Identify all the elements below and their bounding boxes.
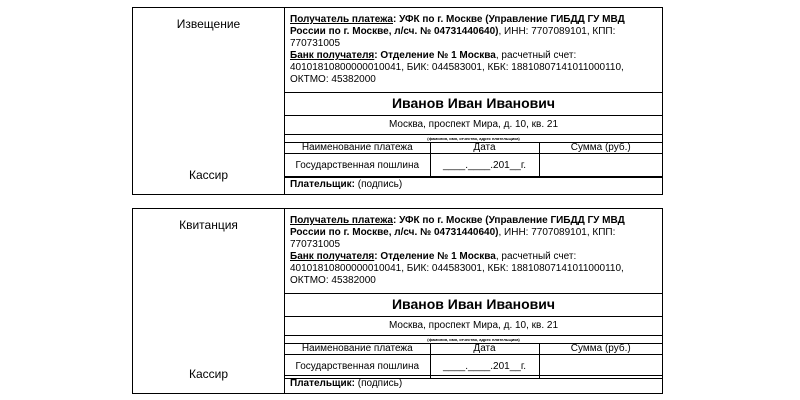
receipt-details <box>285 209 662 393</box>
payer-address: Москва, проспект Мира, д. 10, кв. 21 <box>388 119 559 130</box>
bank-value: : Отделение № 1 Москва <box>374 251 496 262</box>
payer-signature-row <box>290 378 662 390</box>
recipient-value: : УФК по г. Москве (Управление ГИБДД ГУ МВД России по г. Москве, л/сч. № 04731440640) <box>290 215 625 238</box>
recipient-label: Получатель платежа <box>290 14 393 25</box>
bank-tail: , расчетный счет: 40101810800000010041, БИК: 044583001, КБК: 18810807141011000110, ОКТМО: 45382000 <box>290 50 624 85</box>
recipient-block <box>290 215 658 287</box>
payment-date-cell: ____.____.201__г. <box>430 154 539 178</box>
payer-name: Иванов Иван Иванович <box>285 293 662 317</box>
col-date: Дата <box>430 143 539 154</box>
col-sum: Сумма (руб.) <box>539 344 662 355</box>
bank-label: Банк получателя <box>290 251 375 262</box>
col-payment-name: Наименование платежа <box>285 344 430 355</box>
recipient-label: Получатель платежа <box>290 215 393 226</box>
payer-label: Плательщик: <box>290 378 355 389</box>
recipient-tail: , ИНН: 7707089101, КПП: 770731005 <box>290 227 616 250</box>
col-sum: Сумма (руб.) <box>539 143 662 154</box>
col-date: Дата <box>430 344 539 355</box>
payment-sum-cell <box>539 154 662 178</box>
recipient-block <box>290 14 658 86</box>
cashier-label: Кассир <box>188 367 229 381</box>
payer-divider <box>285 176 662 177</box>
notice-slip <box>132 7 663 195</box>
notice-details <box>285 8 662 194</box>
notice-left-column <box>133 8 285 194</box>
slip-title: Извещение <box>176 17 241 31</box>
recipient-value: : УФК по г. Москве (Управление ГИБДД ГУ МВД России по г. Москве, л/сч. № 04731440640) <box>290 14 625 37</box>
payer-divider <box>285 375 662 376</box>
table-row <box>285 154 662 178</box>
col-payment-name: Наименование платежа <box>285 143 430 154</box>
table-header-row <box>285 143 662 154</box>
table-header-row <box>285 344 662 355</box>
receipt-slip <box>132 208 663 394</box>
payer-sign: (подпись) <box>354 378 403 389</box>
slip-title: Квитанция <box>179 218 238 232</box>
bank-value: : Отделение № 1 Москва <box>374 50 496 61</box>
bank-label: Банк получателя <box>290 50 375 61</box>
receipt-left-column <box>133 209 285 393</box>
recipient-tail: , ИНН: 7707089101, КПП: 770731005 <box>290 26 616 49</box>
payer-name: Иванов Иван Иванович <box>285 92 662 116</box>
address-caption: (фамилия, имя, отчество, адрес плательщика) <box>285 335 662 343</box>
payer-signature-row <box>290 179 662 191</box>
payer-address: Москва, проспект Мира, д. 10, кв. 21 <box>388 320 559 331</box>
cashier-label: Кассир <box>188 168 229 182</box>
payment-table <box>285 343 662 379</box>
payer-sign: (подпись) <box>354 179 403 190</box>
payment-name-cell: Государственная пошлина <box>285 154 430 178</box>
payment-date-cell: ____.____.201__г. <box>430 355 539 379</box>
bank-tail: , расчетный счет: 40101810800000010041, БИК: 044583001, КБК: 18810807141011000110, ОКТМО: 45382000 <box>290 251 624 286</box>
address-caption: (фамилия, имя, отчество, адрес плательщика) <box>285 134 662 142</box>
payment-name-cell: Государственная пошлина <box>285 355 430 379</box>
payer-label: Плательщик: <box>290 179 355 190</box>
payment-table <box>285 142 662 178</box>
